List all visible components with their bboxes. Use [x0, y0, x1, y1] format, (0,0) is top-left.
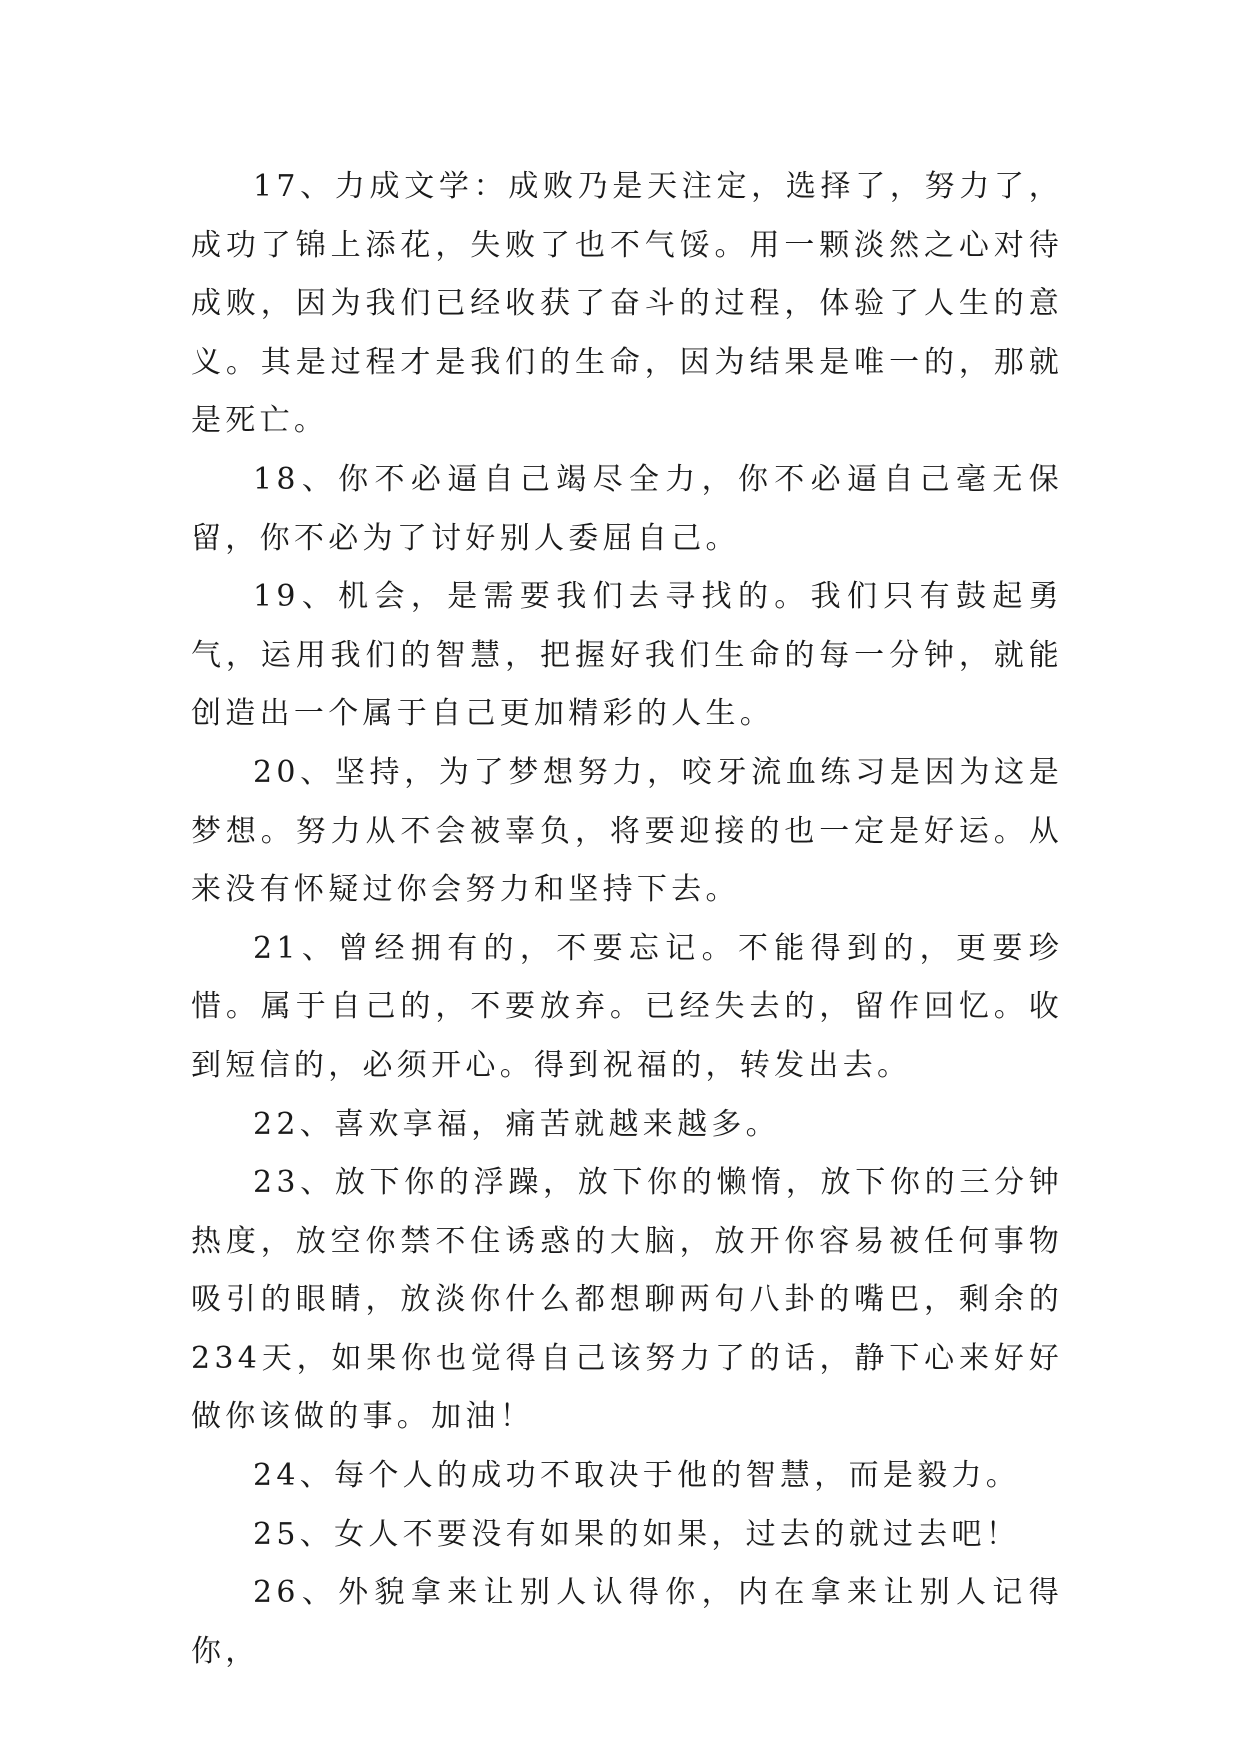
paragraph-20: 20、坚持，为了梦想努力，咬牙流血练习是因为这是梦想。努力从不会被辜负，将要迎接的也一定是好运。从来没有怀疑过你会努力和坚持下去。: [191, 754, 1063, 908]
paragraph-26: 26、外貌拿来让别人认得你，内在拿来让别人记得你，: [191, 1575, 1063, 1669]
document-body: [191, 158, 1063, 1681]
paragraph-19: 19、机会，是需要我们去寻找的。我们只有鼓起勇气，运用我们的智慧，把握好我们生命的每一分钟，就能创造出一个属于自己更加精彩的人生。: [191, 579, 1063, 732]
paragraph-21: 21、曾经拥有的，不要忘记。不能得到的，更要珍惜。属于自己的，不要放弃。已经失去的，留作回忆。收到短信的，必须开心。得到祝福的，转发出去。: [191, 930, 1063, 1083]
paragraph-18: 18、你不必逼自己竭尽全力，你不必逼自己毫无保留，你不必为了讨好别人委屈自己。: [191, 461, 1063, 556]
paragraph-24: 24、每个人的成功不取决于他的智慧，而是毅力。: [253, 1458, 1021, 1494]
paragraph-22: 22、喜欢享福，痛苦就越来越多。: [253, 1106, 780, 1142]
paragraph-17: 17、力成文学：成败乃是天注定，选择了，努力了，成功了锦上添花，失败了也不气馁。用一颗淡然之心对待成败，因为我们已经收获了奋斗的过程，体验了人生的意义。其是过程才是我们的生命，因为结果是唯一的，那就是死亡。: [191, 169, 1063, 439]
paragraph-23: 23、放下你的浮躁，放下你的懒惰，放下你的三分钟热度，放空你禁不住诱惑的大脑，放开你容易被任何事物吸引的眼睛，放淡你什么都想聊两句八卦的嘴巴，剩余的234天，如果你也觉得自己该努力了的话，静下心来好好做你该做的事。加油！: [191, 1165, 1063, 1435]
paragraph-25: 25、女人不要没有如果的如果，过去的就过去吧！: [253, 1516, 1021, 1552]
